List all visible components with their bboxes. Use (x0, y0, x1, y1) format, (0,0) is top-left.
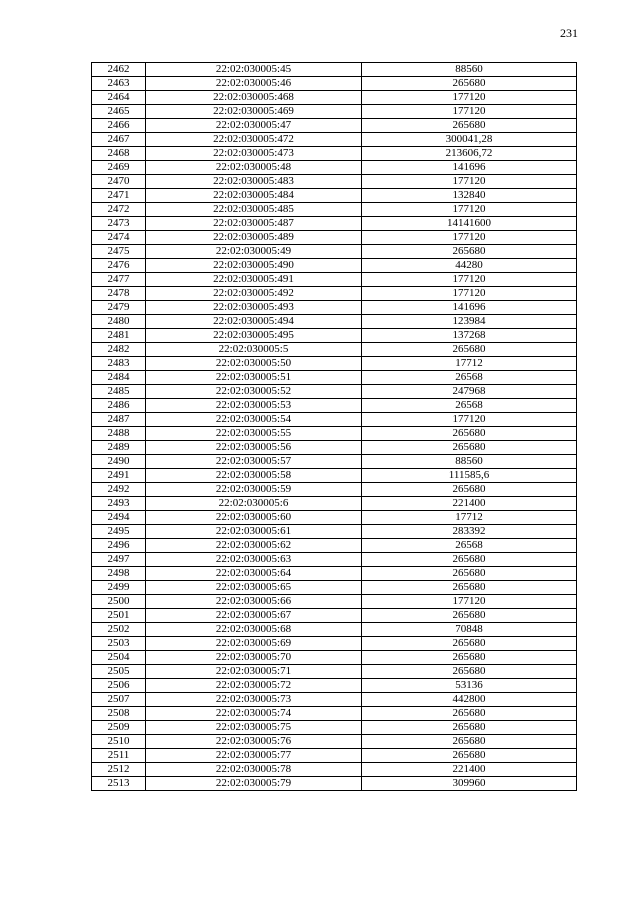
row-number-cell: 2481 (92, 329, 146, 343)
value-cell: 53136 (362, 679, 577, 693)
cadastral-number-cell: 22:02:030005:61 (146, 525, 362, 539)
table-row (92, 175, 577, 189)
cadastral-number-cell: 22:02:030005:469 (146, 105, 362, 119)
cadastral-number-cell: 22:02:030005:77 (146, 749, 362, 763)
row-number-cell: 2476 (92, 259, 146, 273)
row-number-cell: 2479 (92, 301, 146, 315)
row-number-cell: 2478 (92, 287, 146, 301)
cadastral-number-cell: 22:02:030005:493 (146, 301, 362, 315)
cadastral-number-cell: 22:02:030005:76 (146, 735, 362, 749)
cadastral-number-cell: 22:02:030005:50 (146, 357, 362, 371)
cadastral-number-cell: 22:02:030005:66 (146, 595, 362, 609)
row-number-cell: 2509 (92, 721, 146, 735)
row-number-cell: 2505 (92, 665, 146, 679)
row-number-cell: 2500 (92, 595, 146, 609)
row-number-cell: 2463 (92, 77, 146, 91)
table-row (92, 161, 577, 175)
table-row (92, 511, 577, 525)
table-row (92, 399, 577, 413)
cadastral-number-cell: 22:02:030005:67 (146, 609, 362, 623)
cadastral-number-cell: 22:02:030005:54 (146, 413, 362, 427)
value-cell: 177120 (362, 175, 577, 189)
row-number-cell: 2501 (92, 609, 146, 623)
value-cell: 265680 (362, 581, 577, 595)
table-row (92, 273, 577, 287)
value-cell: 141696 (362, 301, 577, 315)
table-row (92, 427, 577, 441)
cadastral-number-cell: 22:02:030005:487 (146, 217, 362, 231)
cadastral-number-cell: 22:02:030005:71 (146, 665, 362, 679)
table-row (92, 651, 577, 665)
value-cell: 265680 (362, 483, 577, 497)
value-cell: 14141600 (362, 217, 577, 231)
table-row (92, 441, 577, 455)
cadastral-number-cell: 22:02:030005:491 (146, 273, 362, 287)
value-cell: 265680 (362, 245, 577, 259)
row-number-cell: 2482 (92, 343, 146, 357)
value-cell: 26568 (362, 371, 577, 385)
row-number-cell: 2506 (92, 679, 146, 693)
row-number-cell: 2474 (92, 231, 146, 245)
row-number-cell: 2465 (92, 105, 146, 119)
cadastral-number-cell: 22:02:030005:60 (146, 511, 362, 525)
table-row (92, 259, 577, 273)
table-row (92, 245, 577, 259)
value-cell: 177120 (362, 91, 577, 105)
cadastral-number-cell: 22:02:030005:69 (146, 637, 362, 651)
table-row (92, 707, 577, 721)
value-cell: 70848 (362, 623, 577, 637)
value-cell: 88560 (362, 63, 577, 77)
table-row (92, 315, 577, 329)
cadastral-number-cell: 22:02:030005:70 (146, 651, 362, 665)
row-number-cell: 2499 (92, 581, 146, 595)
row-number-cell: 2472 (92, 203, 146, 217)
row-number-cell: 2483 (92, 357, 146, 371)
value-cell: 283392 (362, 525, 577, 539)
value-cell: 265680 (362, 567, 577, 581)
table-row (92, 763, 577, 777)
table-row (92, 553, 577, 567)
value-cell: 265680 (362, 119, 577, 133)
row-number-cell: 2473 (92, 217, 146, 231)
row-number-cell: 2512 (92, 763, 146, 777)
value-cell: 17712 (362, 511, 577, 525)
value-cell: 177120 (362, 413, 577, 427)
cadastral-number-cell: 22:02:030005:46 (146, 77, 362, 91)
table-row (92, 231, 577, 245)
row-number-cell: 2480 (92, 315, 146, 329)
row-number-cell: 2464 (92, 91, 146, 105)
table-row (92, 693, 577, 707)
value-cell: 300041,28 (362, 133, 577, 147)
table-row (92, 301, 577, 315)
row-number-cell: 2467 (92, 133, 146, 147)
table-row (92, 343, 577, 357)
value-cell: 221400 (362, 763, 577, 777)
row-number-cell: 2496 (92, 539, 146, 553)
value-cell: 265680 (362, 553, 577, 567)
cadastral-number-cell: 22:02:030005:45 (146, 63, 362, 77)
table-row (92, 357, 577, 371)
row-number-cell: 2468 (92, 147, 146, 161)
cadastral-number-cell: 22:02:030005:490 (146, 259, 362, 273)
value-cell: 177120 (362, 287, 577, 301)
cadastral-number-cell: 22:02:030005:79 (146, 777, 362, 791)
row-number-cell: 2510 (92, 735, 146, 749)
value-cell: 177120 (362, 231, 577, 245)
table-row (92, 581, 577, 595)
cadastral-number-cell: 22:02:030005:68 (146, 623, 362, 637)
row-number-cell: 2504 (92, 651, 146, 665)
cadastral-number-cell: 22:02:030005:473 (146, 147, 362, 161)
value-cell: 265680 (362, 665, 577, 679)
value-cell: 247968 (362, 385, 577, 399)
row-number-cell: 2508 (92, 707, 146, 721)
table-row (92, 91, 577, 105)
value-cell: 123984 (362, 315, 577, 329)
table-row (92, 413, 577, 427)
row-number-cell: 2489 (92, 441, 146, 455)
value-cell: 265680 (362, 651, 577, 665)
table-row (92, 483, 577, 497)
cadastral-number-cell: 22:02:030005:472 (146, 133, 362, 147)
row-number-cell: 2469 (92, 161, 146, 175)
table-row (92, 735, 577, 749)
value-cell: 221400 (362, 497, 577, 511)
row-number-cell: 2466 (92, 119, 146, 133)
value-cell: 132840 (362, 189, 577, 203)
row-number-cell: 2494 (92, 511, 146, 525)
row-number-cell: 2475 (92, 245, 146, 259)
cadastral-number-cell: 22:02:030005:58 (146, 469, 362, 483)
value-cell: 141696 (362, 161, 577, 175)
row-number-cell: 2498 (92, 567, 146, 581)
table-row (92, 105, 577, 119)
row-number-cell: 2493 (92, 497, 146, 511)
value-cell: 265680 (362, 441, 577, 455)
value-cell: 309960 (362, 777, 577, 791)
cadastral-number-cell: 22:02:030005:47 (146, 119, 362, 133)
cadastral-number-cell: 22:02:030005:483 (146, 175, 362, 189)
value-cell: 265680 (362, 427, 577, 441)
cadastral-number-cell: 22:02:030005:49 (146, 245, 362, 259)
cadastral-number-cell: 22:02:030005:51 (146, 371, 362, 385)
value-cell: 17712 (362, 357, 577, 371)
table-row (92, 217, 577, 231)
cadastral-number-cell: 22:02:030005:65 (146, 581, 362, 595)
value-cell: 88560 (362, 455, 577, 469)
cadastral-number-cell: 22:02:030005:492 (146, 287, 362, 301)
row-number-cell: 2495 (92, 525, 146, 539)
row-number-cell: 2502 (92, 623, 146, 637)
cadastral-number-cell: 22:02:030005:494 (146, 315, 362, 329)
value-cell: 26568 (362, 539, 577, 553)
value-cell: 265680 (362, 343, 577, 357)
table-row (92, 455, 577, 469)
table-row (92, 497, 577, 511)
table-row (92, 133, 577, 147)
row-number-cell: 2477 (92, 273, 146, 287)
cadastral-number-cell: 22:02:030005:72 (146, 679, 362, 693)
table-row (92, 749, 577, 763)
cadastral-number-cell: 22:02:030005:52 (146, 385, 362, 399)
row-number-cell: 2485 (92, 385, 146, 399)
table-row (92, 637, 577, 651)
value-cell: 265680 (362, 721, 577, 735)
row-number-cell: 2471 (92, 189, 146, 203)
cadastral-number-cell: 22:02:030005:6 (146, 497, 362, 511)
table-row (92, 385, 577, 399)
value-cell: 265680 (362, 735, 577, 749)
page-number: 231 (560, 26, 578, 40)
value-cell: 26568 (362, 399, 577, 413)
cadastral-number-cell: 22:02:030005:63 (146, 553, 362, 567)
cadastral-value-table (91, 62, 577, 791)
row-number-cell: 2470 (92, 175, 146, 189)
cadastral-number-cell: 22:02:030005:484 (146, 189, 362, 203)
cadastral-number-cell: 22:02:030005:59 (146, 483, 362, 497)
table-row (92, 623, 577, 637)
row-number-cell: 2503 (92, 637, 146, 651)
row-number-cell: 2511 (92, 749, 146, 763)
cadastral-number-cell: 22:02:030005:78 (146, 763, 362, 777)
cadastral-number-cell: 22:02:030005:64 (146, 567, 362, 581)
value-cell: 177120 (362, 273, 577, 287)
table-body (92, 63, 577, 791)
cadastral-number-cell: 22:02:030005:5 (146, 343, 362, 357)
table-row (92, 567, 577, 581)
table-row (92, 665, 577, 679)
value-cell: 265680 (362, 707, 577, 721)
value-cell: 137268 (362, 329, 577, 343)
value-cell: 177120 (362, 203, 577, 217)
cadastral-number-cell: 22:02:030005:57 (146, 455, 362, 469)
table-row (92, 777, 577, 791)
row-number-cell: 2486 (92, 399, 146, 413)
cadastral-number-cell: 22:02:030005:73 (146, 693, 362, 707)
table-row (92, 329, 577, 343)
value-cell: 111585,6 (362, 469, 577, 483)
cadastral-number-cell: 22:02:030005:62 (146, 539, 362, 553)
table-row (92, 525, 577, 539)
value-cell: 213606,72 (362, 147, 577, 161)
cadastral-number-cell: 22:02:030005:468 (146, 91, 362, 105)
row-number-cell: 2497 (92, 553, 146, 567)
cadastral-number-cell: 22:02:030005:495 (146, 329, 362, 343)
table-row (92, 371, 577, 385)
value-cell: 265680 (362, 609, 577, 623)
row-number-cell: 2492 (92, 483, 146, 497)
table-row (92, 287, 577, 301)
value-cell: 442800 (362, 693, 577, 707)
table-row (92, 63, 577, 77)
cadastral-number-cell: 22:02:030005:53 (146, 399, 362, 413)
row-number-cell: 2507 (92, 693, 146, 707)
row-number-cell: 2488 (92, 427, 146, 441)
value-cell: 177120 (362, 595, 577, 609)
table-row (92, 721, 577, 735)
row-number-cell: 2487 (92, 413, 146, 427)
cadastral-number-cell: 22:02:030005:55 (146, 427, 362, 441)
row-number-cell: 2490 (92, 455, 146, 469)
row-number-cell: 2462 (92, 63, 146, 77)
table-row (92, 147, 577, 161)
row-number-cell: 2513 (92, 777, 146, 791)
row-number-cell: 2491 (92, 469, 146, 483)
table-row (92, 469, 577, 483)
cadastral-number-cell: 22:02:030005:75 (146, 721, 362, 735)
value-cell: 44280 (362, 259, 577, 273)
table-row (92, 595, 577, 609)
table-row (92, 189, 577, 203)
table-row (92, 77, 577, 91)
table-row (92, 539, 577, 553)
table-row (92, 203, 577, 217)
cadastral-number-cell: 22:02:030005:56 (146, 441, 362, 455)
cadastral-number-cell: 22:02:030005:489 (146, 231, 362, 245)
cadastral-number-cell: 22:02:030005:485 (146, 203, 362, 217)
table-row (92, 679, 577, 693)
table-row (92, 119, 577, 133)
value-cell: 265680 (362, 77, 577, 91)
value-cell: 265680 (362, 749, 577, 763)
cadastral-number-cell: 22:02:030005:74 (146, 707, 362, 721)
cadastral-number-cell: 22:02:030005:48 (146, 161, 362, 175)
table-row (92, 609, 577, 623)
value-cell: 177120 (362, 105, 577, 119)
row-number-cell: 2484 (92, 371, 146, 385)
value-cell: 265680 (362, 637, 577, 651)
